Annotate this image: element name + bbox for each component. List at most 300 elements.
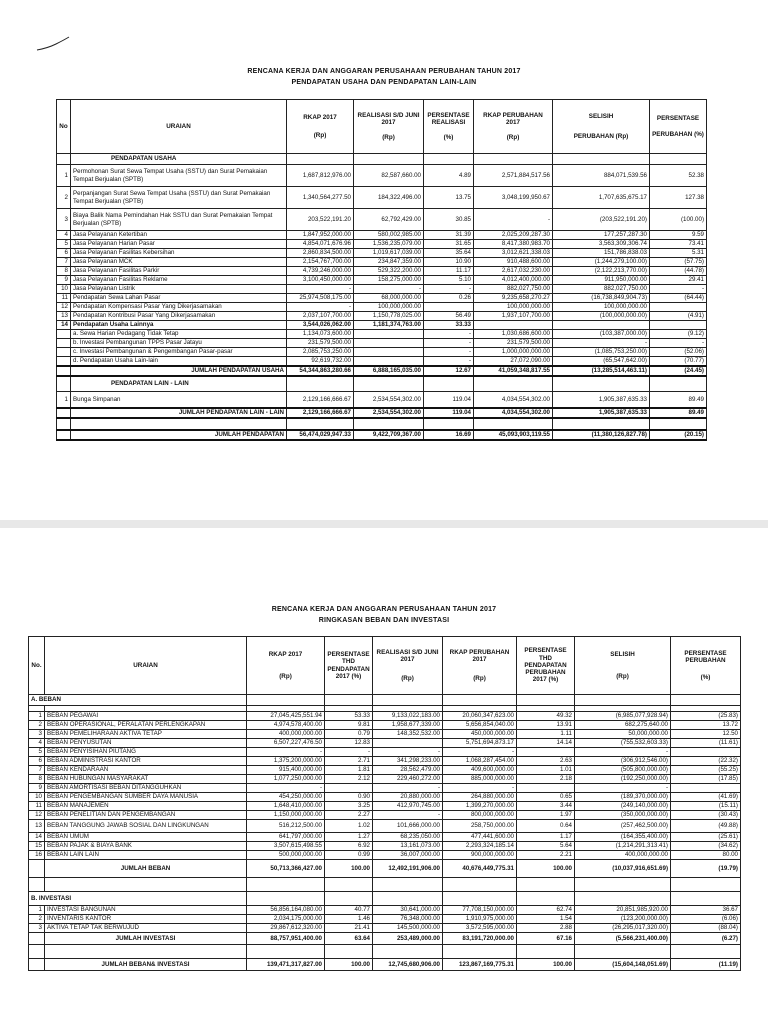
cell-persen-perubahan: (57.75) bbox=[650, 258, 707, 267]
cell-persen-perubahan: 127.38 bbox=[650, 187, 707, 209]
cell-rkap: 231,579,500.00 bbox=[287, 339, 354, 348]
cell-persen-thd-perubahan: 1.17 bbox=[517, 833, 575, 842]
cell-no: 11 bbox=[57, 294, 71, 303]
total-rp: 123,867,169,775.31 bbox=[443, 959, 517, 971]
total-p2: 100.00 bbox=[517, 959, 575, 971]
cell-persen-perubahan bbox=[650, 303, 707, 312]
cell-persen-perubahan: 5.31 bbox=[650, 249, 707, 258]
table-row bbox=[57, 321, 707, 330]
cell-realisasi: 229,460,272.00 bbox=[373, 775, 443, 784]
cell-persen-perubahan: (41.69) bbox=[671, 793, 741, 802]
cell-no: 8 bbox=[57, 267, 71, 276]
table-cell bbox=[29, 959, 45, 971]
cell-realisasi: 20,880,000.00 bbox=[373, 793, 443, 802]
table-row bbox=[29, 802, 741, 811]
cell-realisasi: - bbox=[354, 285, 424, 294]
cell-selisih: 682,275,640.00 bbox=[575, 721, 671, 730]
table-cell bbox=[29, 860, 45, 878]
document-page-2 bbox=[0, 528, 768, 1024]
cell-selisih: (1,214,291,313.41) bbox=[575, 842, 671, 851]
cell-persen-perubahan: 73.41 bbox=[650, 240, 707, 249]
cell-rkap-perubahan: 2,025,209,287.30 bbox=[474, 231, 553, 240]
total-label: JUMLAH PENDAPATAN bbox=[71, 430, 287, 440]
cell-selisih: 884,071,539.56 bbox=[553, 165, 650, 187]
cell-rkap-perubahan: 1,937,107,700.00 bbox=[474, 312, 553, 321]
total-sel: (5,566,231,400.00) bbox=[575, 933, 671, 945]
total-pp: (19.79) bbox=[671, 860, 741, 878]
cell-rkap: 6,507,227,476.50 bbox=[247, 739, 325, 748]
cell-selisih: (755,532,603.33) bbox=[575, 739, 671, 748]
cell-selisih: (6,985,077,928.94) bbox=[575, 712, 671, 721]
header-realisasi: REALISASI S/D JUNI 2017 (Rp) bbox=[354, 100, 424, 154]
cell-persen-realisasi: - bbox=[424, 339, 474, 348]
total-pr: 12.67 bbox=[424, 366, 474, 376]
cell-realisasi bbox=[373, 739, 443, 748]
table-row bbox=[29, 924, 741, 933]
cell-persen-thd-perubahan: 13.91 bbox=[517, 721, 575, 730]
total-sel: 1,905,387,635.33 bbox=[553, 408, 650, 418]
header-selisih: SELISIH PERUBAHAN (Rp) bbox=[553, 100, 650, 154]
cell-uraian: Jasa Pelayanan Listrik bbox=[71, 285, 287, 294]
cell-realisasi: 580,002,985.00 bbox=[354, 231, 424, 240]
cell-rkap-perubahan: 20,060,347,623.00 bbox=[443, 712, 517, 721]
table-cell bbox=[325, 945, 373, 959]
cell-persen-realisasi: - bbox=[424, 348, 474, 357]
cell-rkap: 2,085,753,250.00 bbox=[287, 348, 354, 357]
table-cell bbox=[517, 695, 575, 706]
cell-persen-perubahan: (25.83) bbox=[671, 712, 741, 721]
cell-selisih: (249,140,000.00) bbox=[575, 802, 671, 811]
total-label: JUMLAH BEBAN& INVESTASI bbox=[45, 959, 247, 971]
total-label: JUMLAH BEBAN bbox=[45, 860, 247, 878]
cell-persen-perubahan: (49.88) bbox=[671, 820, 741, 833]
cell-selisih: 882,027,750.00 bbox=[553, 285, 650, 294]
cell-realisasi: 1,150,778,025.00 bbox=[354, 312, 424, 321]
table-row bbox=[29, 766, 741, 775]
table-cell bbox=[443, 945, 517, 959]
cell-persen-thd-perubahan: 2.88 bbox=[517, 924, 575, 933]
cell-rkap: 915,400,000.00 bbox=[247, 766, 325, 775]
table-cell bbox=[29, 878, 45, 892]
cell-persen-thd-perubahan: 0.64 bbox=[517, 820, 575, 833]
table-cell bbox=[671, 945, 741, 959]
cell-realisasi: 234,847,359.00 bbox=[354, 258, 424, 267]
cell-no: 13 bbox=[57, 312, 71, 321]
cell-rkap-perubahan: 4,034,554,302.00 bbox=[474, 392, 553, 408]
cell-uraian: Jasa Pelayanan MCK bbox=[71, 258, 287, 267]
table-cell bbox=[424, 376, 474, 392]
cell-selisih: (103,387,000.00) bbox=[553, 330, 650, 339]
cell-rkap-perubahan: 8,417,380,983.70 bbox=[474, 240, 553, 249]
cell-no: 5 bbox=[57, 240, 71, 249]
section-row bbox=[57, 376, 707, 392]
cell-persen-perubahan: (88.04) bbox=[671, 924, 741, 933]
total-row bbox=[29, 959, 741, 971]
cell-uraian: INVESTASI BANGUNAN bbox=[45, 906, 247, 915]
table-row bbox=[57, 357, 707, 366]
total-rkap: 88,757,951,400.00 bbox=[247, 933, 325, 945]
cell-rkap-perubahan: 3,572,595,000.00 bbox=[443, 924, 517, 933]
cell-selisih: (164,355,400.00) bbox=[575, 833, 671, 842]
total-row bbox=[57, 408, 707, 418]
table-cell bbox=[57, 430, 71, 440]
total-sel: (13,285,514,463.11) bbox=[553, 366, 650, 376]
cell-persen-thd-perubahan bbox=[517, 748, 575, 757]
cell-no: 6 bbox=[57, 249, 71, 258]
cell-rkap-perubahan: 1,910,975,000.00 bbox=[443, 915, 517, 924]
total-rkap: 2,129,166,666.67 bbox=[287, 408, 354, 418]
table-cell bbox=[553, 376, 650, 392]
cell-rkap: 4,974,578,400.00 bbox=[247, 721, 325, 730]
table-cell bbox=[424, 418, 474, 430]
cell-selisih: (26,295,017,320.00) bbox=[575, 924, 671, 933]
cell-persen-realisasi: 31.65 bbox=[424, 240, 474, 249]
cell-persen-thd-perubahan: 2.21 bbox=[517, 851, 575, 860]
cell-realisasi: 412,970,745.00 bbox=[373, 802, 443, 811]
total-p2: 100.00 bbox=[517, 860, 575, 878]
cell-rkap-perubahan: - bbox=[474, 209, 553, 231]
cell-realisasi: 184,322,496.00 bbox=[354, 187, 424, 209]
cell-realisasi: 100,000,000.00 bbox=[354, 303, 424, 312]
page-title: RENCANA KERJA DAN ANGGARAN PERUSAHAAN PERUBAHAN TAHUN 2017 bbox=[247, 68, 521, 75]
total-p1: 100.00 bbox=[325, 959, 373, 971]
total-sel: (10,037,916,651.69) bbox=[575, 860, 671, 878]
cell-uraian: BEBAN AMORTISASI BEBAN DITANGGUHKAN bbox=[45, 784, 247, 793]
header-rkap: RKAP 2017 (Rp) bbox=[247, 637, 325, 695]
cell-rkap: 1,340,564,277.50 bbox=[287, 187, 354, 209]
total-real: 12,492,191,906.00 bbox=[373, 860, 443, 878]
table-row bbox=[29, 820, 741, 833]
table-row bbox=[57, 392, 707, 408]
cell-rkap-perubahan: 5,656,854,040.00 bbox=[443, 721, 517, 730]
cell-no: 1 bbox=[29, 906, 45, 915]
cell-no: 10 bbox=[29, 793, 45, 802]
cell-rkap: 454,250,000.00 bbox=[247, 793, 325, 802]
cell-selisih: (192,250,000.00) bbox=[575, 775, 671, 784]
cell-persen-perubahan bbox=[671, 784, 741, 793]
cell-persen-perubahan: (15.11) bbox=[671, 802, 741, 811]
cell-realisasi: 68,000,000.00 bbox=[354, 294, 424, 303]
cell-no: 2 bbox=[29, 915, 45, 924]
cell-rkap: 1,648,410,000.00 bbox=[247, 802, 325, 811]
cell-no: 8 bbox=[29, 775, 45, 784]
total-label: JUMLAH PENDAPATAN USAHA bbox=[71, 366, 287, 376]
cell-rkap-perubahan: 4,012,400,000.00 bbox=[474, 276, 553, 285]
cell-persen-thd: 2.71 bbox=[325, 757, 373, 766]
cell-uraian: BEBAN PENYUSUTAN bbox=[45, 739, 247, 748]
cell-realisasi: 68,235,050.00 bbox=[373, 833, 443, 842]
cell-no: 1 bbox=[57, 165, 71, 187]
cell-persen-realisasi: - bbox=[424, 330, 474, 339]
table-row bbox=[57, 231, 707, 240]
table-cell bbox=[287, 418, 354, 430]
table-cell bbox=[354, 154, 424, 165]
header-rkap-perubahan: RKAP PERUBAHAN 2017 (Rp) bbox=[474, 100, 553, 154]
cell-realisasi: 1,536,235,079.00 bbox=[354, 240, 424, 249]
cell-uraian: Jasa Pelayanan Fasilitas Reklame bbox=[71, 276, 287, 285]
cell-uraian: BEBAN ADMINISTRASI KANTOR bbox=[45, 757, 247, 766]
total-pr: 16.69 bbox=[424, 430, 474, 440]
cell-realisasi: 341,298,233.00 bbox=[373, 757, 443, 766]
cell-rkap-perubahan: 264,880,000.00 bbox=[443, 793, 517, 802]
table-row bbox=[57, 276, 707, 285]
table-cell bbox=[57, 154, 71, 165]
cell-persen-perubahan: (9.12) bbox=[650, 330, 707, 339]
cell-no bbox=[57, 357, 71, 366]
cell-uraian: BEBAN KENDARAAN bbox=[45, 766, 247, 775]
cell-selisih: 100,000,000.00 bbox=[553, 303, 650, 312]
cell-realisasi: - bbox=[373, 784, 443, 793]
table-cell bbox=[575, 695, 671, 706]
cell-selisih: (123,200,000.00) bbox=[575, 915, 671, 924]
table-row bbox=[29, 757, 741, 766]
spacer-row bbox=[29, 878, 741, 892]
header-no: No. bbox=[29, 637, 45, 695]
page-subtitle: PENDAPATAN USAHA DAN PENDAPATAN LAIN-LAIN bbox=[291, 79, 477, 86]
cell-persen-perubahan: 9.59 bbox=[650, 231, 707, 240]
cell-persen-thd: 2.12 bbox=[325, 775, 373, 784]
cell-rkap: 2,154,767,700.00 bbox=[287, 258, 354, 267]
cell-no: 4 bbox=[57, 231, 71, 240]
cell-persen-perubahan: (70.77) bbox=[650, 357, 707, 366]
cell-no: 11 bbox=[29, 802, 45, 811]
table-cell bbox=[474, 376, 553, 392]
section-label: PENDAPATAN USAHA bbox=[71, 154, 287, 165]
table-cell bbox=[71, 418, 287, 430]
cell-persen-perubahan: 36.67 bbox=[671, 906, 741, 915]
table-cell bbox=[373, 945, 443, 959]
cell-rkap: 641,797,000.00 bbox=[247, 833, 325, 842]
cell-uraian: Jasa Pelayanan Fasilitas Parkir bbox=[71, 267, 287, 276]
cell-persen-perubahan: (34.62) bbox=[671, 842, 741, 851]
cell-persen-thd-perubahan: 0.65 bbox=[517, 793, 575, 802]
cell-persen-perubahan bbox=[671, 748, 741, 757]
cell-uraian: Permohonan Surat Sewa Tempat Usaha (SSTU) dan Surat Pemakaian Tempat Berjualan (SPTB) bbox=[71, 165, 287, 187]
cell-rkap-perubahan: 2,571,884,517.56 bbox=[474, 165, 553, 187]
cell-persen-perubahan: (6.06) bbox=[671, 915, 741, 924]
cell-no: 1 bbox=[29, 712, 45, 721]
cell-persen-perubahan: 29.41 bbox=[650, 276, 707, 285]
cell-no: 9 bbox=[29, 784, 45, 793]
cell-persen-thd: 6.92 bbox=[325, 842, 373, 851]
header-realisasi: REALISASI S/D JUNI 2017 (Rp) bbox=[373, 637, 443, 695]
cell-persen-realisasi: 33.33 bbox=[424, 321, 474, 330]
total-pp: 89.49 bbox=[650, 408, 707, 418]
header-persen-thd-perubahan: PERSENTASE THD PENDAPATAN PERUBAHAN 2017 (%) bbox=[517, 637, 575, 695]
cell-rkap: - bbox=[287, 303, 354, 312]
cell-persen-perubahan bbox=[650, 321, 707, 330]
cell-rkap-perubahan: 1,000,000,000.00 bbox=[474, 348, 553, 357]
table-cell bbox=[553, 154, 650, 165]
header-no: No bbox=[57, 100, 71, 154]
cell-uraian: Jasa Pelayanan Fasilitas Kebersihan bbox=[71, 249, 287, 258]
cell-persen-thd: 2.27 bbox=[325, 811, 373, 820]
cell-rkap: 1,134,073,600.00 bbox=[287, 330, 354, 339]
header-selisih: SELISIH (Rp) bbox=[575, 637, 671, 695]
cell-uraian: BEBAN HUBUNGAN MASYARAKAT bbox=[45, 775, 247, 784]
cell-persen-realisasi: 56.49 bbox=[424, 312, 474, 321]
cell-rkap: 1,687,812,976.00 bbox=[287, 165, 354, 187]
total-label: JUMLAH PENDAPATAN LAIN - LAIN bbox=[71, 408, 287, 418]
table-cell bbox=[287, 154, 354, 165]
cell-rkap: 2,037,107,700.00 bbox=[287, 312, 354, 321]
cell-realisasi: 30,641,000.00 bbox=[373, 906, 443, 915]
cell-no: 3 bbox=[29, 924, 45, 933]
cell-rkap: 4,739,246,000.00 bbox=[287, 267, 354, 276]
cell-persen-thd: - bbox=[325, 748, 373, 757]
cell-uraian: BEBAN OPERASIONAL, PERALATAN PERLENGKAPAN bbox=[45, 721, 247, 730]
cell-rkap: 203,522,191.20 bbox=[287, 209, 354, 231]
cell-no: 10 bbox=[57, 285, 71, 294]
cell-rkap: 4,854,071,676.96 bbox=[287, 240, 354, 249]
cell-uraian: Pendapatan Sewa Lahan Pasar bbox=[71, 294, 287, 303]
cell-realisasi: 158,275,000.00 bbox=[354, 276, 424, 285]
table-cell bbox=[57, 418, 71, 430]
cell-realisasi: - bbox=[373, 811, 443, 820]
total-real: 12,745,680,906.00 bbox=[373, 959, 443, 971]
table-row bbox=[29, 851, 741, 860]
cell-persen-thd-perubahan: 14.14 bbox=[517, 739, 575, 748]
cell-persen-perubahan: (17.85) bbox=[671, 775, 741, 784]
table-row bbox=[57, 330, 707, 339]
table-cell bbox=[57, 376, 71, 392]
total-pp: (11.19) bbox=[671, 959, 741, 971]
table-cell bbox=[575, 945, 671, 959]
cell-persen-realisasi: 0.26 bbox=[424, 294, 474, 303]
cell-persen-thd: 21.41 bbox=[325, 924, 373, 933]
table-cell bbox=[325, 892, 373, 906]
cell-rkap-perubahan: 800,000,000.00 bbox=[443, 811, 517, 820]
cell-selisih: 3,563,309,306.74 bbox=[553, 240, 650, 249]
cell-rkap: 500,000,000.00 bbox=[247, 851, 325, 860]
pen-mark bbox=[36, 36, 70, 52]
cell-no: 1 bbox=[57, 392, 71, 408]
cell-uraian: Perpanjangan Surat Sewa Tempat Usaha (SSTU) dan Surat Pemakaian Tempat Berjualan (SPTB) bbox=[71, 187, 287, 209]
cell-persen-perubahan: 80.00 bbox=[671, 851, 741, 860]
cell-uraian: Pendapatan Usaha Lainnya bbox=[71, 321, 287, 330]
table-cell bbox=[325, 878, 373, 892]
cell-rkap: - bbox=[247, 748, 325, 757]
cell-selisih: (16,738,849,904.73) bbox=[553, 294, 650, 303]
total-real: 253,489,000.00 bbox=[373, 933, 443, 945]
cell-rkap-perubahan bbox=[474, 321, 553, 330]
cell-persen-realisasi: 4.89 bbox=[424, 165, 474, 187]
table-row bbox=[29, 833, 741, 842]
cell-persen-realisasi: 31.39 bbox=[424, 231, 474, 240]
cell-uraian: BEBAN PENGEMBANGAN SUMBER DAYA MANUSIA bbox=[45, 793, 247, 802]
table-cell bbox=[671, 695, 741, 706]
total-p2: 67.16 bbox=[517, 933, 575, 945]
table-cell bbox=[474, 418, 553, 430]
total-real: 2,534,554,302.00 bbox=[354, 408, 424, 418]
total-row bbox=[29, 933, 741, 945]
cell-rkap-perubahan: 450,000,000.00 bbox=[443, 730, 517, 739]
cell-rkap-perubahan: 100,000,000.00 bbox=[474, 303, 553, 312]
cell-rkap: 1,150,000,000.00 bbox=[247, 811, 325, 820]
header-persen-realisasi: PERSENTASE REALISASI (%) bbox=[424, 100, 474, 154]
cell-selisih: 1,905,387,635.33 bbox=[553, 392, 650, 408]
cell-persen-thd: 0.90 bbox=[325, 793, 373, 802]
cell-persen-thd: 1.81 bbox=[325, 766, 373, 775]
cell-persen-perubahan: 52.38 bbox=[650, 165, 707, 187]
table-cell bbox=[57, 408, 71, 418]
total-rkap: 139,471,317,827.00 bbox=[247, 959, 325, 971]
table-row bbox=[29, 739, 741, 748]
section-row bbox=[29, 695, 741, 706]
cell-persen-perubahan: (44.78) bbox=[650, 267, 707, 276]
table-cell bbox=[373, 892, 443, 906]
cell-persen-thd bbox=[325, 784, 373, 793]
table-cell bbox=[29, 945, 45, 959]
total-row bbox=[57, 366, 707, 376]
table-cell bbox=[553, 418, 650, 430]
header-persen-thd: PERSENTASE THD PENDAPATAN 2017 (%) bbox=[325, 637, 373, 695]
header-uraian: URAIAN bbox=[71, 100, 287, 154]
cell-uraian: BEBAN LAIN LAIN bbox=[45, 851, 247, 860]
total-pr: 119.04 bbox=[424, 408, 474, 418]
cell-no: 5 bbox=[29, 748, 45, 757]
cell-rkap-perubahan: 231,579,500.00 bbox=[474, 339, 553, 348]
cell-no: 3 bbox=[57, 209, 71, 231]
cell-persen-perubahan: - bbox=[650, 339, 707, 348]
table-cell bbox=[474, 154, 553, 165]
cell-realisasi bbox=[354, 330, 424, 339]
cell-selisih: (1,244,279,100.00) bbox=[553, 258, 650, 267]
cell-realisasi: 82,587,660.00 bbox=[354, 165, 424, 187]
cell-no: 14 bbox=[57, 321, 71, 330]
cell-no: 12 bbox=[57, 303, 71, 312]
cell-uraian: INVENTARIS KANTOR bbox=[45, 915, 247, 924]
section-label: PENDAPATAN LAIN - LAIN bbox=[71, 376, 287, 392]
table-row bbox=[29, 721, 741, 730]
cell-realisasi: 36,007,000.00 bbox=[373, 851, 443, 860]
cell-selisih: - bbox=[575, 784, 671, 793]
table-row bbox=[57, 339, 707, 348]
cell-selisih: (350,000,000.00) bbox=[575, 811, 671, 820]
cell-rkap: 56,856,164,080.00 bbox=[247, 906, 325, 915]
table-cell bbox=[325, 695, 373, 706]
cell-persen-perubahan: (100.00) bbox=[650, 209, 707, 231]
cell-persen-realisasi bbox=[424, 303, 474, 312]
cell-persen-thd: 12.83 bbox=[325, 739, 373, 748]
table-cell bbox=[424, 154, 474, 165]
cell-persen-perubahan: (25.61) bbox=[671, 833, 741, 842]
total-p1: 100.00 bbox=[325, 860, 373, 878]
table-row bbox=[29, 906, 741, 915]
table-row bbox=[57, 312, 707, 321]
cell-realisasi: 9,133,022,183.00 bbox=[373, 712, 443, 721]
header-uraian: URAIAN bbox=[45, 637, 247, 695]
page-title: RENCANA KERJA DAN ANGGARAN PERUSAHAAN TAHUN 2017 bbox=[271, 606, 497, 613]
cell-persen-thd-perubahan: 49.32 bbox=[517, 712, 575, 721]
cell-selisih: (189,370,000.00) bbox=[575, 793, 671, 802]
cell-selisih: (2,122,213,770.00) bbox=[553, 267, 650, 276]
cell-selisih: 177,257,287.30 bbox=[553, 231, 650, 240]
cell-uraian: BEBAN PEMELIHARAAN AKTIVA TETAP bbox=[45, 730, 247, 739]
cell-realisasi: 28,562,479.00 bbox=[373, 766, 443, 775]
cell-rkap-perubahan: 5,751,694,873.17 bbox=[443, 739, 517, 748]
section-label: B. INVESTASI bbox=[29, 892, 247, 906]
cell-rkap-perubahan: 3,012,621,338.03 bbox=[474, 249, 553, 258]
header-persen-perubahan: PERSENTASE PERUBAHAN (%) bbox=[671, 637, 741, 695]
table-cell bbox=[354, 376, 424, 392]
cell-realisasi: 76,348,000.00 bbox=[373, 915, 443, 924]
table-cell bbox=[354, 418, 424, 430]
total-real: 9,422,709,367.00 bbox=[354, 430, 424, 440]
cell-persen-thd-perubahan: 1.11 bbox=[517, 730, 575, 739]
cell-uraian: BEBAN TANGGUNG JAWAB SOSIAL DAN LINGKUNGAN bbox=[45, 820, 247, 833]
table-cell bbox=[443, 878, 517, 892]
